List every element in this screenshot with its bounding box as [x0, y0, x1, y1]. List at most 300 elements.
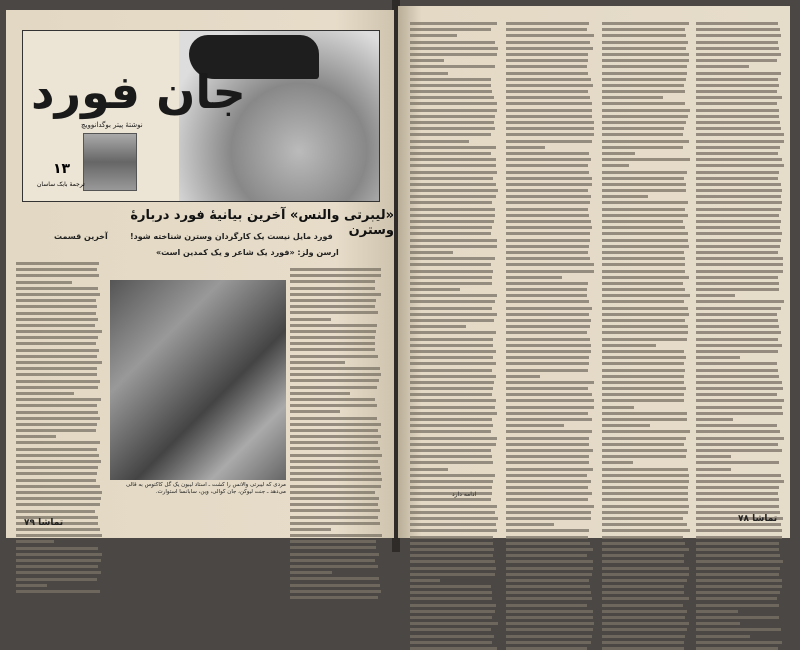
text-line [16, 590, 100, 593]
text-line [696, 195, 781, 198]
text-line [696, 313, 777, 316]
text-line [16, 342, 96, 345]
text-line [410, 635, 494, 638]
text-line [410, 127, 495, 130]
text-line [696, 239, 781, 242]
text-line [696, 628, 781, 631]
text-line [602, 529, 690, 532]
text-line [506, 78, 591, 81]
text-line [602, 183, 686, 186]
text-line [506, 208, 588, 211]
film-still-photo [110, 280, 286, 480]
text-line [506, 591, 591, 594]
text-line [410, 443, 496, 446]
text-line [410, 461, 493, 464]
text-line [696, 319, 778, 322]
text-line [696, 146, 780, 149]
text-line [290, 398, 375, 401]
text-line [506, 171, 589, 174]
text-line [602, 350, 684, 353]
text-line [290, 460, 378, 463]
text-line [410, 554, 493, 557]
text-line [16, 274, 99, 277]
text-line [410, 300, 495, 303]
text-line [410, 208, 495, 211]
text-line [16, 312, 96, 315]
text-line [602, 220, 683, 223]
text-line [410, 158, 496, 161]
text-line [696, 276, 778, 279]
header-box [22, 30, 380, 202]
text-line [290, 367, 380, 370]
text-line [696, 350, 778, 353]
text-line [506, 461, 589, 464]
text-line [290, 348, 375, 351]
text-line [16, 398, 101, 401]
text-line [602, 164, 629, 167]
text-line [506, 257, 590, 260]
article-title: جان فورد [31, 65, 246, 119]
text-line [410, 201, 492, 204]
text-line [506, 529, 589, 532]
text-line [290, 491, 375, 494]
text-line [602, 369, 685, 372]
text-line [506, 474, 587, 477]
text-line [602, 232, 688, 235]
text-line [506, 356, 589, 359]
text-line [410, 393, 492, 396]
text-line [696, 109, 779, 112]
text-line [290, 472, 381, 475]
text-line [290, 330, 376, 333]
text-line [696, 418, 733, 421]
text-line [602, 573, 689, 576]
text-line [410, 430, 491, 433]
text-line [506, 41, 590, 44]
text-line [696, 437, 784, 440]
text-line [290, 361, 345, 364]
text-line [602, 622, 689, 625]
text-line [506, 573, 592, 576]
text-line [16, 547, 98, 550]
text-line [16, 528, 100, 531]
text-line [506, 164, 588, 167]
text-line [16, 472, 97, 475]
text-line [696, 443, 778, 446]
text-line [696, 140, 784, 143]
text-line [696, 585, 782, 588]
text-line [506, 517, 591, 520]
text-line [602, 90, 685, 93]
text-line [16, 299, 96, 302]
text-line [506, 251, 588, 254]
text-line [506, 387, 588, 390]
text-line [16, 380, 100, 383]
text-line [602, 647, 684, 650]
text-line [602, 542, 685, 545]
text-line [602, 523, 687, 526]
text-line [410, 294, 497, 297]
text-line [506, 313, 589, 316]
text-line [410, 356, 493, 359]
text-line [290, 571, 332, 574]
text-line [696, 72, 781, 75]
text-line [696, 183, 781, 186]
text-line [696, 480, 784, 483]
text-line [290, 386, 377, 389]
text-line [410, 505, 497, 508]
text-line [602, 22, 689, 25]
text-line [696, 251, 778, 254]
text-line [16, 423, 97, 426]
text-line [602, 579, 687, 582]
text-line [696, 53, 781, 56]
text-column [602, 22, 690, 650]
text-column [506, 22, 594, 650]
text-line [602, 127, 684, 130]
text-line [410, 338, 493, 341]
text-line [602, 294, 690, 297]
text-line [410, 560, 495, 563]
last-part-label: آخرین قسمت [54, 232, 108, 241]
text-line [290, 534, 382, 537]
text-line [602, 152, 635, 155]
byline: نوشتهٔ پیتر بوگدانوویچ [81, 121, 143, 129]
text-line [410, 72, 448, 75]
text-line [410, 399, 496, 402]
text-line [602, 585, 684, 588]
text-line [696, 294, 735, 297]
text-line [410, 616, 492, 619]
text-line [506, 282, 588, 285]
text-line [506, 406, 594, 409]
text-line [602, 307, 688, 310]
text-line [410, 548, 494, 551]
text-line [410, 480, 493, 483]
text-line [410, 171, 497, 174]
text-line [506, 96, 590, 99]
text-line [602, 362, 684, 365]
text-line [506, 47, 593, 50]
text-line [696, 300, 784, 303]
text-line [16, 429, 96, 432]
text-line [16, 503, 100, 506]
text-line [696, 189, 782, 192]
text-line [602, 375, 684, 378]
text-line [16, 367, 97, 370]
text-line [696, 307, 781, 310]
text-line [410, 579, 440, 582]
text-line [696, 28, 780, 31]
text-line [410, 498, 491, 501]
text-line [696, 102, 777, 105]
text-line [410, 288, 460, 291]
text-line [506, 133, 594, 136]
text-line [696, 338, 778, 341]
text-line [410, 331, 496, 334]
text-line [506, 498, 588, 501]
text-line [602, 567, 689, 570]
text-line [410, 424, 493, 427]
text-line [506, 393, 592, 396]
text-line [602, 158, 690, 161]
text-line [506, 270, 594, 273]
text-line [410, 437, 497, 440]
text-line [410, 523, 496, 526]
text-line [290, 485, 381, 488]
text-line [602, 356, 686, 359]
text-column [410, 22, 498, 650]
text-line [290, 454, 382, 457]
text-line [16, 497, 101, 500]
page-number-value: ۷۸ [738, 514, 749, 524]
text-line [696, 121, 780, 124]
text-line [410, 307, 492, 310]
text-line [506, 412, 588, 415]
text-line [16, 553, 102, 556]
text-line [602, 430, 690, 433]
text-line [602, 34, 686, 37]
text-line [16, 318, 98, 321]
text-line [16, 559, 101, 562]
text-line [410, 239, 497, 242]
text-line [602, 102, 685, 105]
text-line [602, 276, 689, 279]
text-line [16, 262, 99, 265]
text-line [696, 573, 779, 576]
text-line [602, 412, 687, 415]
text-line [506, 239, 590, 242]
continued-label: ادامه دارد [452, 491, 477, 498]
text-line [506, 201, 590, 204]
text-line [410, 567, 496, 570]
text-line [696, 381, 782, 384]
text-line [602, 406, 634, 409]
text-line [506, 437, 589, 440]
text-line [602, 560, 684, 563]
text-line [506, 288, 587, 291]
text-line [506, 183, 592, 186]
text-line [696, 412, 783, 415]
text-line [16, 404, 97, 407]
text-line [506, 22, 589, 25]
text-line [290, 584, 380, 587]
text-line [696, 492, 778, 495]
text-line [506, 263, 594, 266]
text-line [506, 127, 594, 130]
text-line [16, 386, 98, 389]
text-line [696, 158, 782, 161]
text-line [410, 263, 491, 266]
text-line [506, 492, 592, 495]
text-line [290, 318, 331, 321]
text-line [410, 90, 492, 93]
text-line [410, 164, 496, 167]
text-line [696, 548, 779, 551]
text-line [506, 635, 592, 638]
text-line [16, 287, 98, 290]
text-line [696, 579, 782, 582]
text-line [16, 417, 100, 420]
text-line [602, 28, 685, 31]
text-line [696, 220, 781, 223]
text-line [506, 418, 592, 421]
text-line [410, 536, 493, 539]
text-line [506, 307, 592, 310]
text-line [16, 460, 101, 463]
text-line [602, 486, 688, 489]
text-line [290, 509, 380, 512]
photo-caption: مردی که لیبرتی والانس را کشت ـ استاد لیبون یک گل کاکتوس به قالی می‌دهد ـ جنت لیوکن، جان کوالی، وین، سابانسا استوارت. [126, 482, 286, 495]
text-line [696, 164, 784, 167]
text-line [16, 361, 102, 364]
text-line [696, 468, 731, 471]
text-line [696, 567, 780, 570]
text-line [410, 622, 498, 625]
text-line [410, 647, 497, 650]
text-line [602, 511, 688, 514]
text-line [290, 596, 378, 599]
text-line [410, 474, 495, 477]
text-line [290, 429, 378, 432]
text-line [696, 152, 778, 155]
text-line [506, 220, 591, 223]
text-line [506, 158, 591, 161]
text-line [290, 336, 375, 339]
magazine-name: تماشا [38, 518, 64, 528]
text-line [602, 239, 688, 242]
text-line [410, 183, 496, 186]
text-line [602, 59, 689, 62]
text-line [410, 109, 497, 112]
text-line [16, 479, 96, 482]
text-line [696, 325, 779, 328]
text-line [506, 449, 593, 452]
text-line [410, 47, 498, 50]
text-line [696, 647, 778, 650]
text-line [602, 263, 685, 266]
text-line [602, 226, 685, 229]
text-line [696, 474, 781, 477]
text-line [16, 293, 100, 296]
text-line [602, 505, 689, 508]
text-line [410, 226, 492, 229]
text-line [696, 455, 731, 458]
text-line [506, 381, 594, 384]
text-line [506, 146, 545, 149]
text-line [16, 578, 97, 581]
text-line [696, 406, 782, 409]
text-line [410, 276, 492, 279]
text-line [410, 102, 497, 105]
text-line [290, 516, 378, 519]
text-line [410, 517, 498, 520]
text-line [696, 41, 778, 44]
text-line [602, 72, 687, 75]
text-line [602, 344, 656, 347]
text-line [696, 430, 780, 433]
text-line [410, 133, 491, 136]
text-line [602, 78, 686, 81]
text-line [410, 140, 469, 143]
text-line [16, 411, 98, 414]
text-line [410, 468, 448, 471]
text-line [696, 201, 782, 204]
text-line [602, 610, 687, 613]
text-line [506, 338, 590, 341]
text-line [602, 300, 684, 303]
text-line [696, 356, 740, 359]
text-line [290, 478, 382, 481]
text-line [506, 597, 592, 600]
text-line [290, 305, 375, 308]
text-line [410, 486, 492, 489]
text-line [602, 313, 689, 316]
text-line [410, 34, 457, 37]
text-line [410, 591, 492, 594]
page-number [24, 518, 63, 528]
text-line [506, 109, 592, 112]
text-line [410, 628, 491, 631]
text-line [602, 195, 648, 198]
text-line [602, 443, 684, 446]
text-line [602, 381, 684, 384]
text-line [696, 22, 778, 25]
text-line [290, 280, 375, 283]
episode-number: ۱۳ [53, 161, 71, 177]
text-line [506, 369, 588, 372]
text-line [696, 393, 777, 396]
text-line [696, 424, 777, 427]
text-line [602, 468, 688, 471]
text-line [506, 102, 592, 105]
text-line [602, 517, 683, 520]
text-line [410, 28, 491, 31]
text-line [16, 330, 102, 333]
text-line [290, 466, 380, 469]
text-line [410, 325, 466, 328]
text-line [410, 418, 492, 421]
text-line [290, 577, 379, 580]
text-line [16, 448, 97, 451]
text-line [410, 573, 495, 576]
text-line [16, 565, 98, 568]
left-page [6, 10, 394, 538]
text-line [602, 480, 689, 483]
text-line [290, 441, 378, 444]
text-line [290, 503, 378, 506]
text-line [410, 232, 491, 235]
text-line [696, 616, 779, 619]
text-line [602, 461, 633, 464]
text-line [602, 109, 690, 112]
text-line [506, 511, 591, 514]
text-line [602, 393, 684, 396]
text-line [696, 498, 779, 501]
text-line [602, 424, 650, 427]
text-line [290, 435, 381, 438]
text-line [16, 355, 97, 358]
text-line [602, 387, 686, 390]
text-line [696, 591, 780, 594]
text-line [506, 505, 594, 508]
text-line [696, 536, 782, 539]
text-line [602, 201, 688, 204]
text-line [696, 362, 777, 365]
text-line [506, 362, 589, 365]
text-line [696, 461, 779, 464]
text-line [602, 189, 686, 192]
